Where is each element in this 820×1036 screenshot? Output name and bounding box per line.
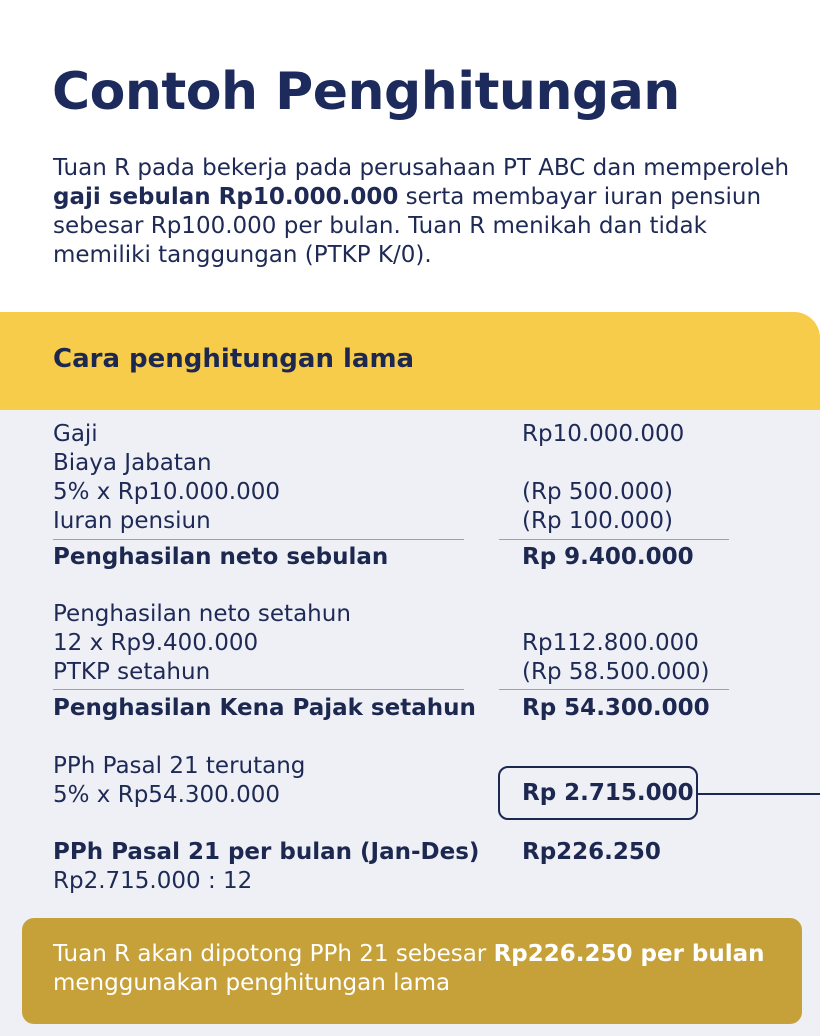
- pph-per-bulan-label: PPh Pasal 21 per bulan (Jan-Des): [53, 839, 480, 865]
- calculation-card: [0, 312, 820, 1036]
- pph-per-bulan-calc: Rp2.715.000 : 12: [53, 868, 253, 894]
- neto-sebulan-value: Rp 9.400.000: [522, 544, 694, 570]
- card-header-title: Cara penghitungan lama: [53, 344, 415, 374]
- neto-sebulan-label: Penghasilan neto sebulan: [53, 544, 389, 570]
- pph-terutang-value: Rp 2.715.000: [522, 780, 694, 806]
- iuran-pensiun-value: (Rp 100.000): [522, 508, 673, 534]
- gaji-label: Gaji: [53, 421, 98, 447]
- biaya-jabatan-label: Biaya Jabatan: [53, 450, 212, 476]
- connector-line: [698, 793, 820, 795]
- summary-text: [53, 940, 783, 998]
- summary-text-1: Tuan R akan dipotong PPh 21 sebesar: [53, 941, 494, 967]
- biaya-jabatan-value: (Rp 500.000): [522, 479, 673, 505]
- iuran-pensiun-label: Iuran pensiun: [53, 508, 211, 534]
- neto-setahun-label: Penghasilan neto setahun: [53, 601, 351, 627]
- pph-terutang-box: [498, 766, 698, 820]
- intro-highlight: gaji sebulan Rp10.000.000: [53, 184, 399, 210]
- divider-right-2: [499, 689, 729, 690]
- pph-terutang-calc: 5% x Rp54.300.000: [53, 782, 280, 808]
- summary-banner: [22, 918, 802, 1024]
- pkp-label: Penghasilan Kena Pajak setahun: [53, 695, 476, 721]
- card-header: [0, 312, 820, 410]
- ptkp-value: (Rp 58.500.000): [522, 659, 710, 685]
- divider-left-1: [53, 539, 464, 540]
- neto-setahun-value: Rp112.800.000: [522, 630, 699, 656]
- biaya-jabatan-calc: 5% x Rp10.000.000: [53, 479, 280, 505]
- pkp-value: Rp 54.300.000: [522, 695, 710, 721]
- intro-text-2: serta membayar iuran pensiun sebesar Rp100.000 per bulan. Tuan R menikah dan tidak memiliki tanggungan (PTKP K/0).: [53, 184, 762, 268]
- neto-setahun-calc: 12 x Rp9.400.000: [53, 630, 259, 656]
- divider-left-2: [53, 689, 464, 690]
- ptkp-label: PTKP setahun: [53, 659, 211, 685]
- intro-paragraph: [53, 154, 793, 270]
- pph-per-bulan-value: Rp226.250: [522, 839, 661, 865]
- summary-highlight: Rp226.250 per bulan: [493, 941, 765, 967]
- pph-terutang-label: PPh Pasal 21 terutang: [53, 753, 306, 779]
- summary-text-2: menggunakan penghitungan lama: [53, 970, 451, 996]
- divider-right-1: [499, 539, 729, 540]
- intro-text-1: Tuan R pada bekerja pada perusahaan PT ABC dan memperoleh: [53, 155, 790, 181]
- page-title: Contoh Penghitungan: [52, 62, 680, 122]
- gaji-value: Rp10.000.000: [522, 421, 685, 447]
